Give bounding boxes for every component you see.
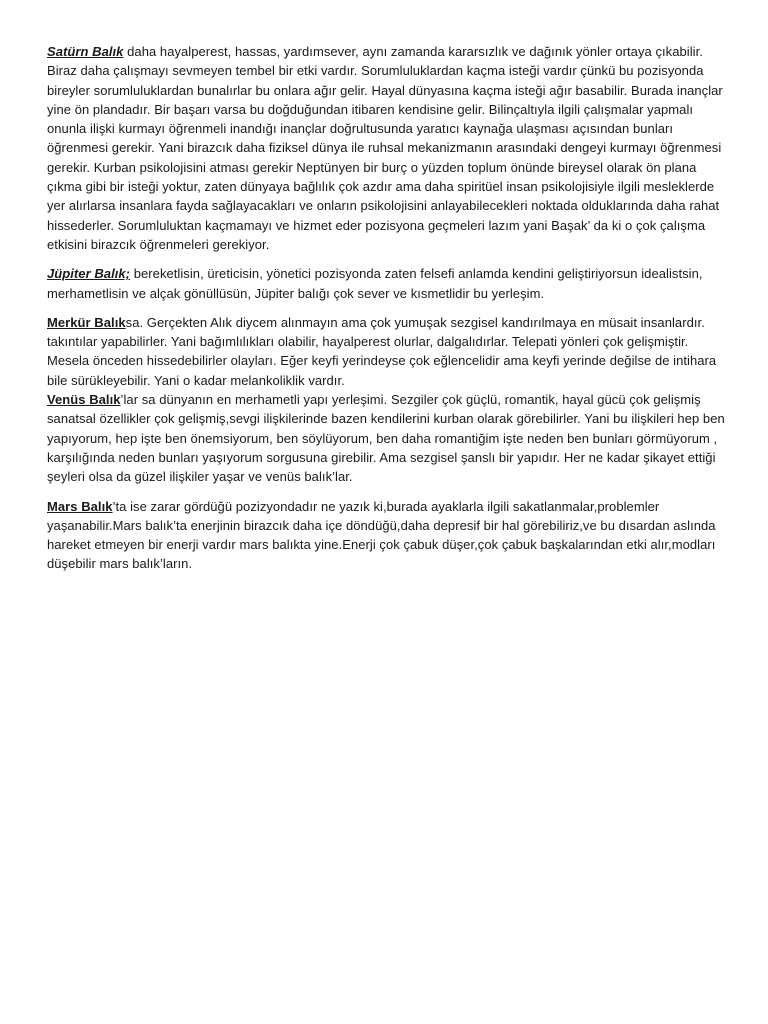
text-merkur: sa. Gerçekten Alık diycem alınmayın ama çok yumuşak sezgisel kandırılmaya en müsait insanlardır. takıntılar yapabilirler. Yani bağımlılıkları olabilir, hayalperest olurlar, dalgalıdırlar. Telepati yönleri çok gelişmiştir. [47, 314, 705, 350]
paragraph-saturn [47, 42, 727, 254]
term-jupiter: Jüpiter Balık; [47, 266, 131, 282]
paragraph-merkur [47, 313, 727, 352]
paragraph-jupiter [47, 264, 727, 303]
term-mars: Mars Balık [47, 498, 113, 514]
paragraph-mars [47, 497, 727, 574]
paragraph-merkur-continued [47, 351, 727, 390]
document-page [47, 42, 727, 584]
text-venus: ’lar sa dünyanın en merhametli yapı yerleşimi. Sezgiler çok güçlü, romantik, hayal gücü çok gelişmiş sanatsal özellikler çok gelişmiş,sevgi ilişkilerinde bazen kendilerini kurban olarak görebilirler. Yani bu ilişkileri hep ben yapıyorum, hep işte ben önemsiyorum, ben söylüyorum, ben daha romantiğim işte neden ben bunları görmüyorum , karşılığında neden bunları yaşıyorum sorgusuna girebilir. Ama sezgisel şanslı bir yapıdır. Her ne kadar şikayet ettiği şeyleri olsa da güzel ilişkiler yaşar ve venüs balık’lar. [47, 392, 725, 485]
text-merkur-continued: Mesela önceden hissedebilirler olayları. Eğer keyfi yerindeyse çok eğlencelidir ama keyfi yerinde değilse de intihara bile sürükleyebilir. Yani o kadar melankoliklik vardır. [47, 353, 717, 388]
term-merkur: Merkür Balık [47, 314, 126, 330]
text-mars: ’ta ise zarar gördüğü pozizyondadır ne yazık ki,burada ayaklarla ilgili sakatlanmalar,problemler yaşanabilir.Mars balık’ta enerjinin birazcık daha içe döndüğü,daha depresif bir hal görebiliriz,ve bu dısardan aslında hareket etmeyen bir enerji vardır mars balıkta yine.Enerji çok çabuk düşer,çok çabuk başkalarından etki alır,modları düşebilir mars balık’ların. [47, 498, 716, 572]
term-saturn: Satürn Balık [47, 44, 124, 59]
text-jupiter: bereketlisin, üreticisin, yönetici pozisyonda zaten felsefi anlamda kendini geliştiriyorsun idealistsin, merhametlisin ve alçak gönüllüsün, Jüpiter balığı çok sever ve kısmetlidir bu yerleşim. [47, 266, 703, 301]
paragraph-venus [47, 390, 727, 486]
term-venus: Venüs Balık [47, 392, 121, 408]
text-saturn: daha hayalperest, hassas, yardımsever, aynı zamanda kararsızlık ve dağınık yönler ortaya çıkabilir. Biraz daha çalışmayı sevmeyen tembel bir etki vardır. Sorumluluklardan kaçma isteği vardır çünkü bu pozisyonda bireyler sorumluluklardan bunalırlar bu onlara ağır gelir. Hayal dünyasına kaçma isteği ağır basabilir. Burada inançlar yine ön plandadır. Bir başarı varsa bu doğduğundan itibaren kendisine gelir. Bilinçaltıyla ilgili çalışmalar yapmalı onunla ilişki kurmayı öğrenmeli inandığı inançlar doğrultusunda yaratıcı kaynağa ulaşması açısından bunları öğrenmesi gerekir. Yani birazcık daha fiziksel dünya ile ruhsal mekanizmanın arasındaki dengeyi kurmayı öğrenmesi gerekir. Kurban psikolojisini atması gerekir Neptünyen bir burç o yüzden toplum önünde bireysel olarak ön plana çıkma gibi bir isteği yoktur, zaten dünyaya bağlılık çok azdır ama daha spiritüel insan psikolojisiyle ilgili mesleklerde yer alırlarsa insanlara fayda sağlayacakları ve onların psikolojisini anlayabilecekleri noktada olduklarında daha rahat hissederler. Sorumluluktan kaçmamayı ve hizmet eder pozisyona geçmeleri lazım yani Başak’ da ki o çok çalışma etkisini birazcık öğrenmeleri gerekiyor. [47, 44, 723, 252]
